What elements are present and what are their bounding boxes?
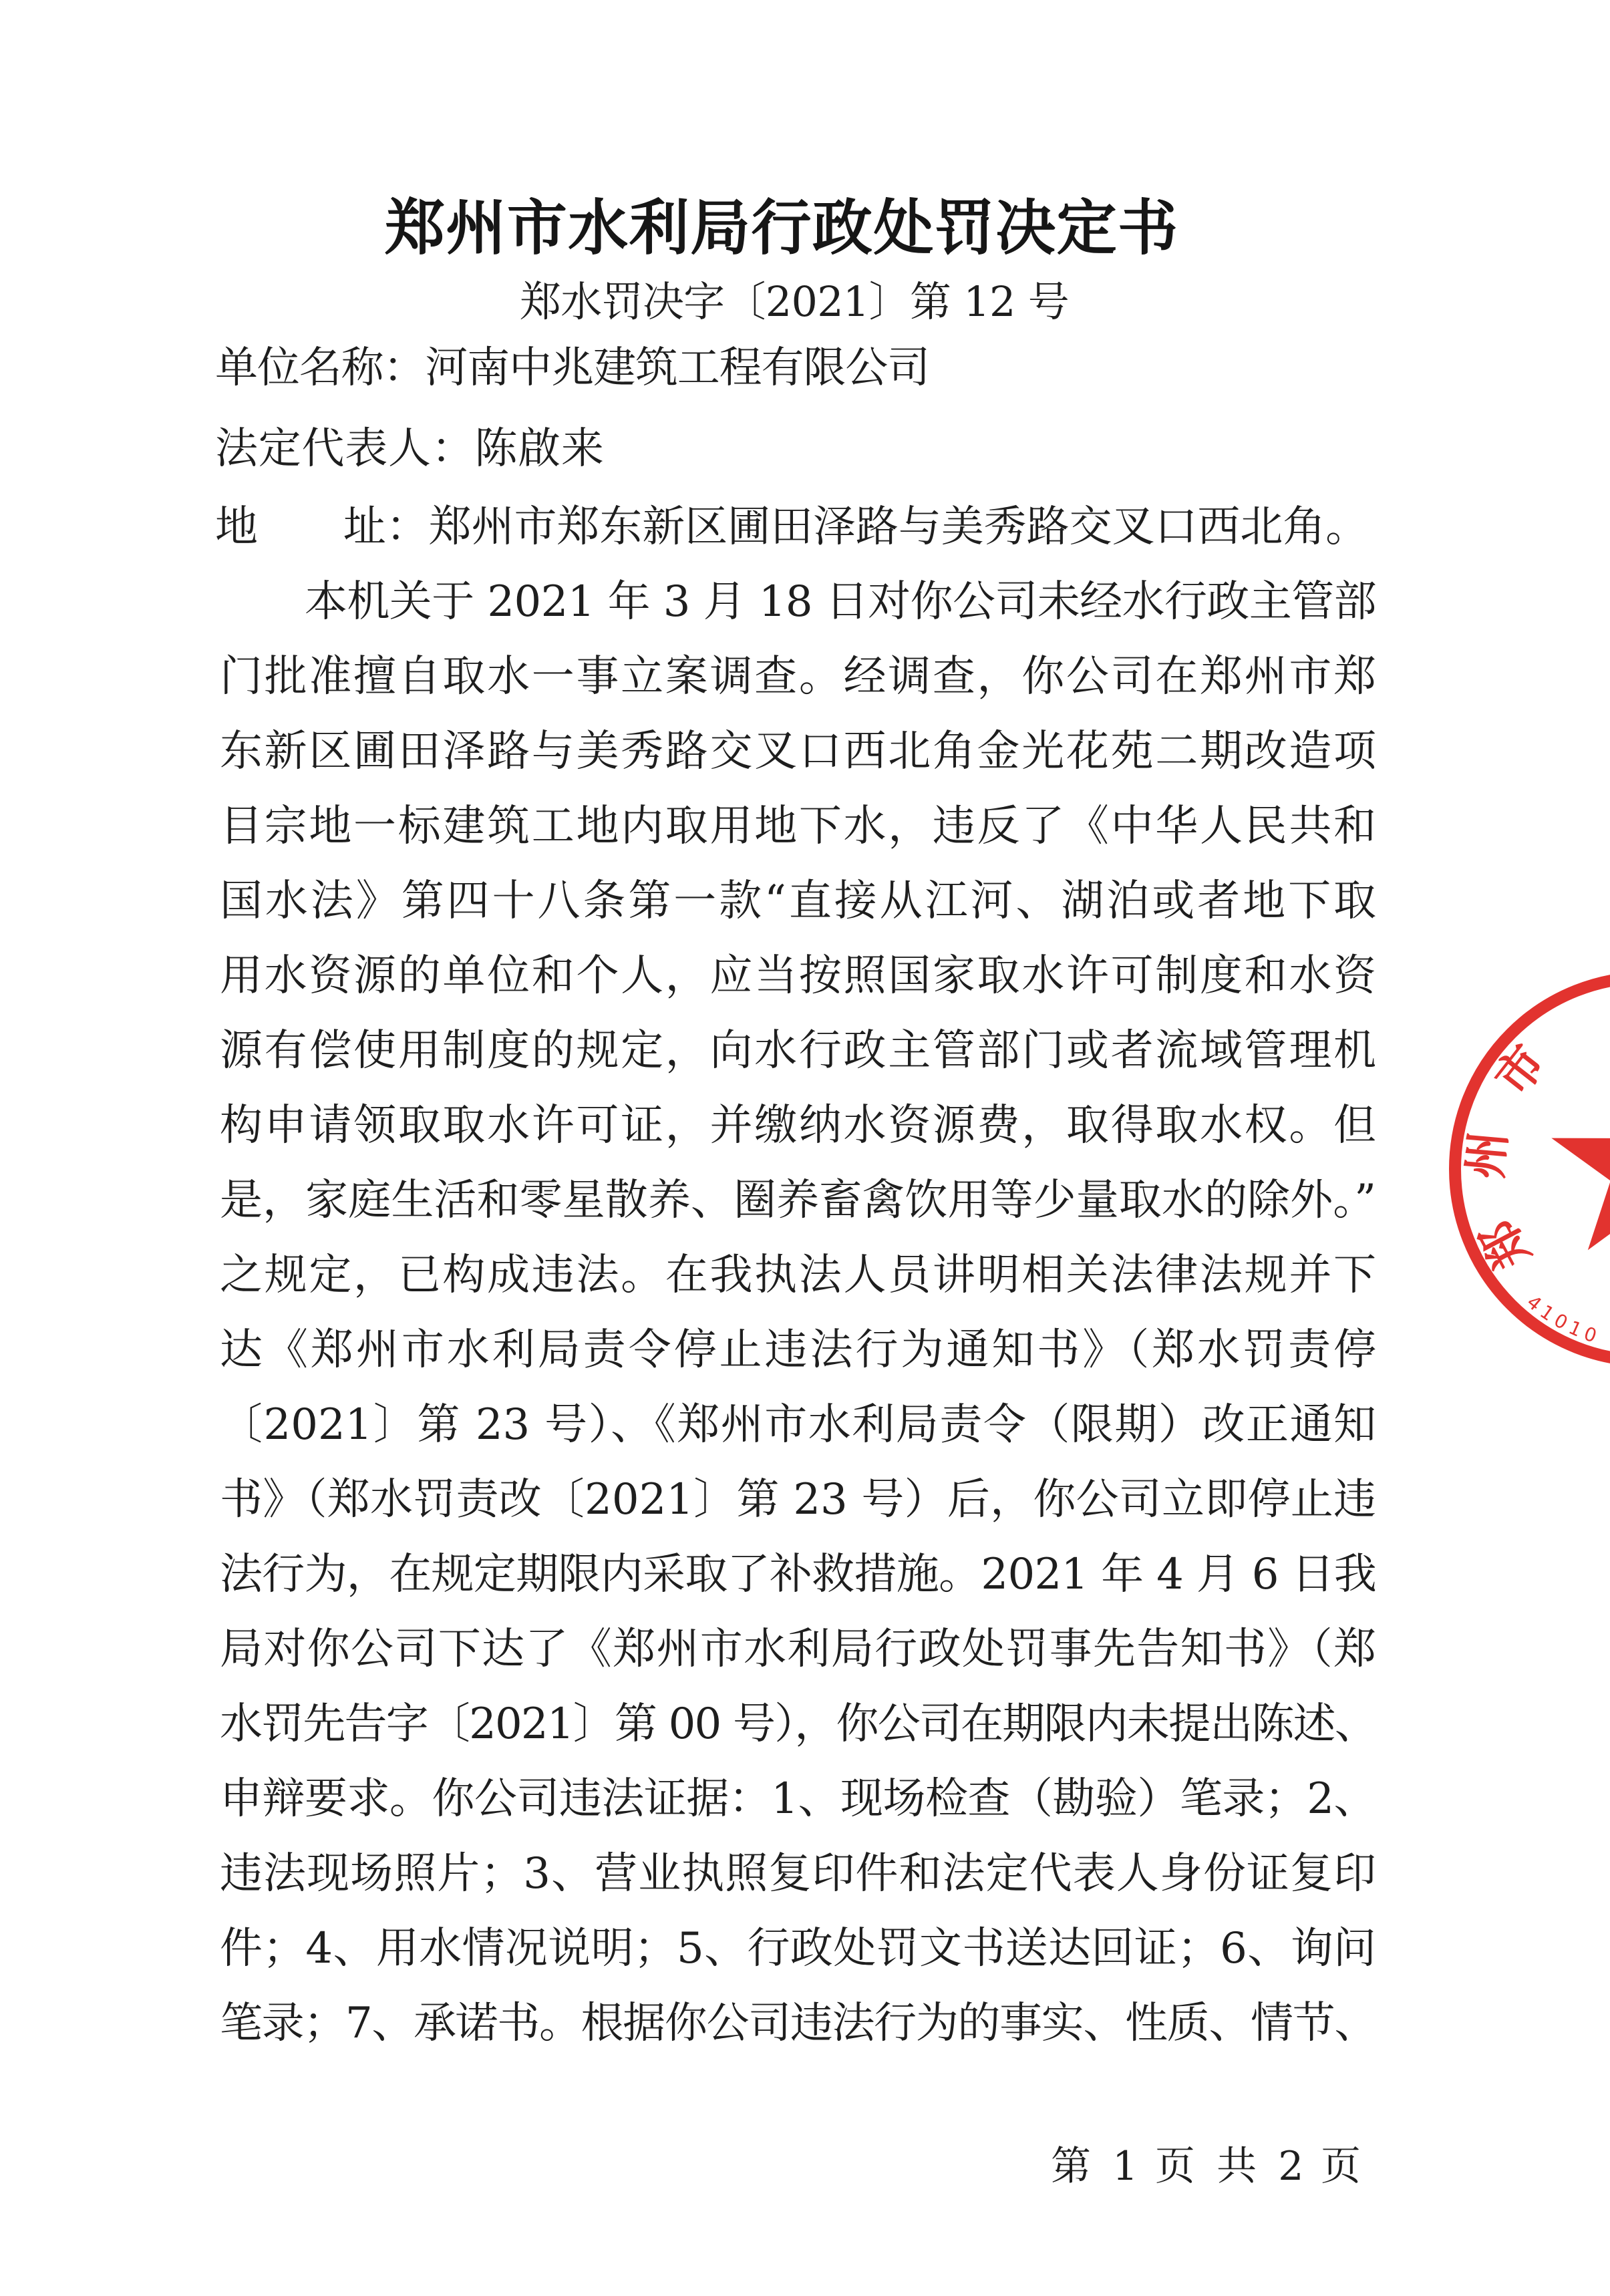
body-line: 国水法》第四十八条第一款“直接从江河、湖泊或者地下取 (220, 876, 1376, 926)
seal-star-icon (1551, 1069, 1610, 1250)
legal-representative-field (215, 422, 604, 476)
field-value: 河南中兆建筑工程有限公司 (425, 343, 930, 393)
page-number: 第 1 页 共 2 页 (1051, 2143, 1361, 2190)
body-line: 本机关于 2021 年 3 月 18 日对你公司未经水行政主管部 (305, 577, 1376, 627)
field-label: 单位名称： (215, 343, 426, 393)
field-value: 陈啟来 (474, 424, 604, 474)
seal-code-digit: 1 (1536, 1300, 1559, 1326)
seal-code-digit: 4 (1522, 1291, 1547, 1316)
body-line: 〔2021〕第 23 号）、《郑州市水利局责令（限期）改正通知 (220, 1400, 1376, 1450)
body-line: 达《郑州市水利局责令停止违法行为通知书》（郑水罚责停 (220, 1325, 1376, 1375)
body-line: 违法现场照片；3、营业执照复印件和法定代表人身份证复印 (220, 1849, 1376, 1899)
seal-char: 州 (1458, 1129, 1516, 1181)
body-line: 东新区圃田泽路与美秀路交叉口西北角金光花苑二期改造项 (220, 727, 1376, 776)
body-line: 法行为，在规定期限内采取了补救措施。2021 年 4 月 6 日我 (220, 1550, 1376, 1599)
field-label: 地 址： (215, 502, 429, 552)
body-line: 是，家庭生活和零星散养、圈养畜禽饮用等少量取水的除外。” (220, 1176, 1376, 1225)
body-line: 源有偿使用制度的规定，向水行政主管部门或者流域管理机 (220, 1026, 1376, 1076)
body-line: 构申请领取取水许可证，并缴纳水资源费，取得取水权。但 (220, 1101, 1376, 1150)
body-line: 书》（郑水罚责改〔2021〕第 23 号）后，你公司立即停止违 (220, 1475, 1376, 1524)
body-line: 水罚先告字〔2021〕第 00 号），你公司在期限内未提出陈述、 (220, 1699, 1376, 1749)
body-line: 件；4、用水情况说明；5、行政处罚文书送达回证；6、询问 (220, 1924, 1376, 1973)
field-value: 郑州市郑东新区圃田泽路与美秀路交叉口西北角。 (428, 502, 1369, 552)
address-field (215, 500, 1368, 554)
body-line: 用水资源的单位和个人，应当按照国家取水许可制度和水资 (220, 951, 1376, 1001)
field-label: 法定代表人： (215, 424, 475, 474)
seal-char: 郑 (1470, 1210, 1541, 1278)
seal-code-digit: 0 (1581, 1322, 1600, 1347)
document-number: 郑水罚决字〔2021〕第 12 号 (520, 277, 1069, 326)
body-line: 目宗地一标建筑工地内取用地下水，违反了《中华人民共和 (220, 802, 1376, 851)
body-paragraph (220, 564, 1376, 2061)
seal-code-digit: 1 (1565, 1316, 1585, 1341)
body-line: 笔录；7、承诺书。根据你公司违法行为的事实、性质、情节、 (220, 1999, 1376, 2048)
unit-name-field (215, 341, 929, 395)
body-line: 之规定，已构成违法。在我执法人员讲明相关法律法规并下 (220, 1251, 1376, 1300)
official-seal (1430, 955, 1610, 1383)
body-line: 门批准擅自取水一事立案调查。经调查，你公司在郑州市郑 (220, 652, 1376, 701)
document-title: 郑州市水利局行政处罚决定书 (385, 192, 1178, 263)
body-line: 局对你公司下达了《郑州市水利局行政处罚事先告知书》（郑 (220, 1625, 1376, 1674)
seal-char: 市 (1484, 1035, 1557, 1106)
body-line: 申辩要求。你公司违法证据：1、现场检查（勘验）笔录；2、 (220, 1774, 1376, 1824)
seal-code-digit: 0 (1550, 1309, 1572, 1335)
